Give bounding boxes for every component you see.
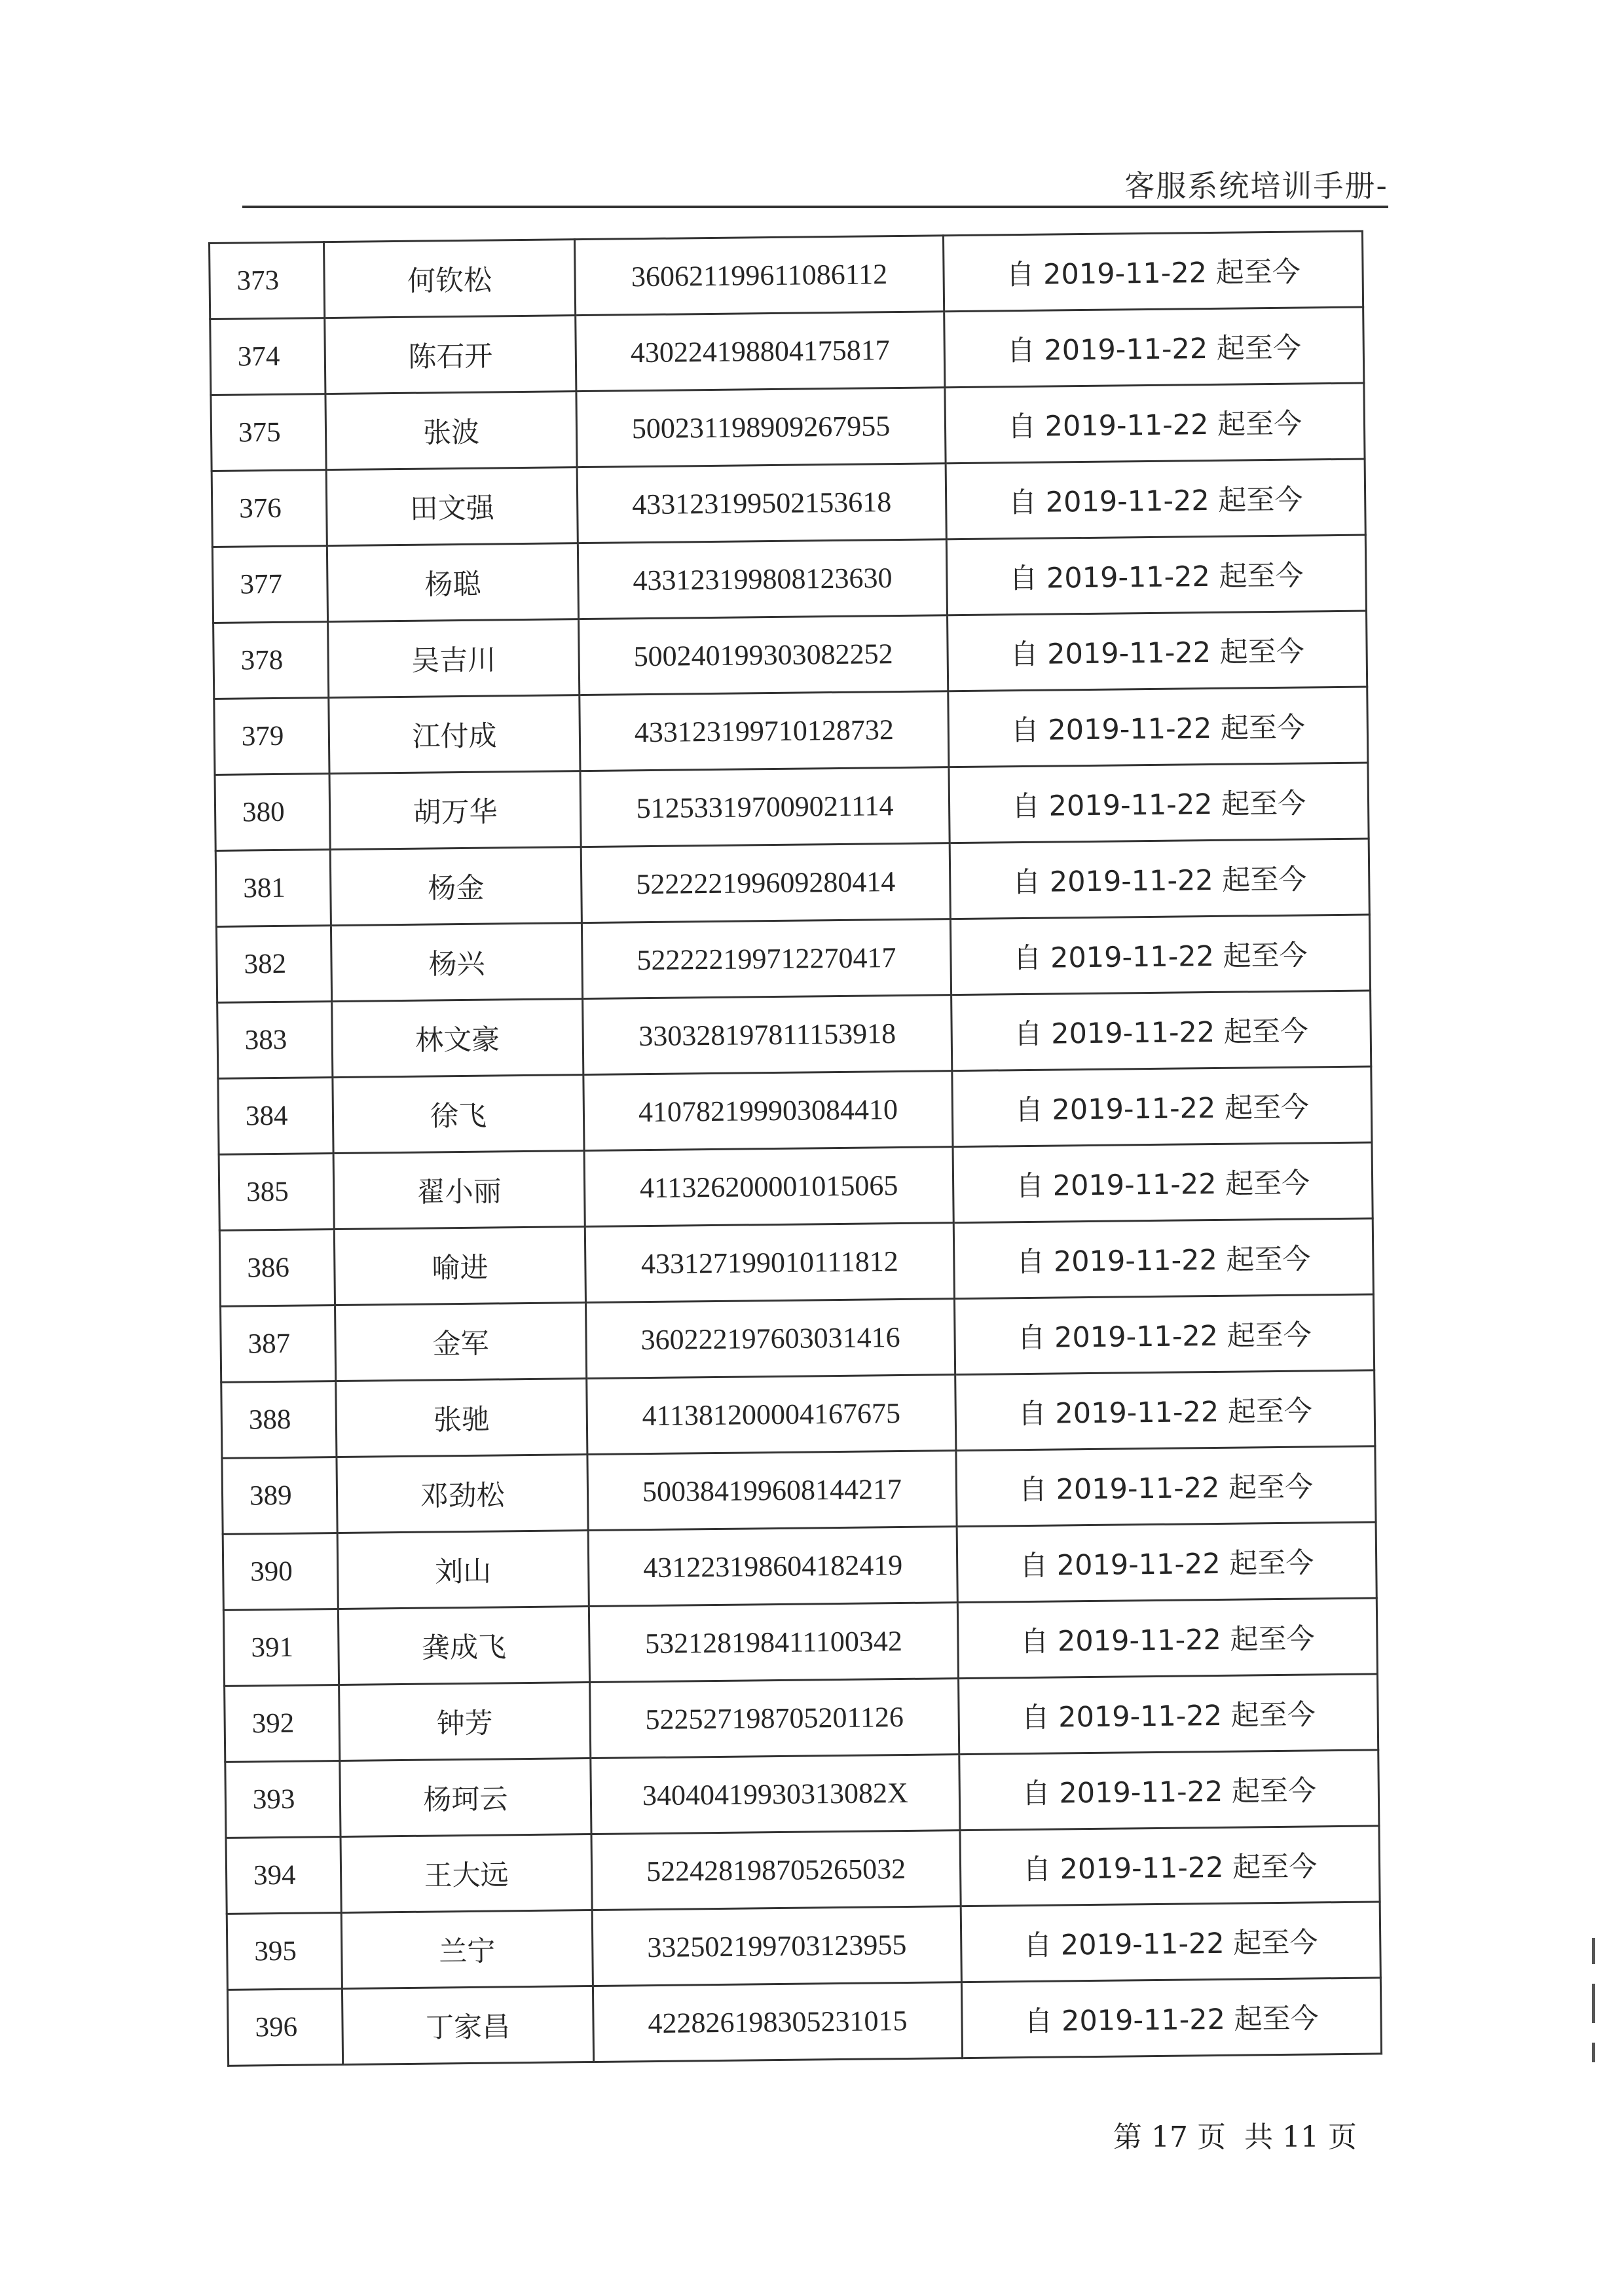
date-range-cell: 自 2019-11-22 起至今 xyxy=(943,231,1363,312)
date-range-cell: 自 2019-11-22 起至今 xyxy=(946,535,1366,615)
row-index-cell: 381 xyxy=(215,850,331,927)
id-number-cell: 422826198305231015 xyxy=(593,1982,962,2062)
id-number-cell: 522527198705201126 xyxy=(590,1679,959,1758)
id-number-cell: 522428198705265032 xyxy=(591,1831,961,1910)
name-cell: 杨金 xyxy=(330,847,581,926)
row-index-cell: 383 xyxy=(217,1002,333,1079)
date-range-cell: 自 2019-11-22 起至今 xyxy=(949,763,1369,843)
id-number-cell: 522222199712270417 xyxy=(581,919,951,999)
table-row xyxy=(212,459,1365,547)
id-number-cell: 360222197603031416 xyxy=(585,1299,955,1379)
table-row xyxy=(218,1066,1372,1154)
name-cell: 江付成 xyxy=(329,695,580,774)
name-cell: 张驰 xyxy=(336,1379,587,1457)
id-number-cell: 512533197009021114 xyxy=(580,767,950,847)
name-cell: 杨兴 xyxy=(331,923,582,1002)
id-number-cell: 34040419930313082X xyxy=(591,1755,960,1834)
date-range-cell: 自 2019-11-22 起至今 xyxy=(944,307,1364,388)
table-row xyxy=(221,1294,1375,1382)
id-number-cell: 532128198411100342 xyxy=(589,1603,958,1683)
id-number-cell: 411326200001015065 xyxy=(584,1147,953,1227)
scan-edge-mark xyxy=(1592,2043,1595,2062)
page-number: 第 17 页 xyxy=(1113,2121,1226,2154)
row-index-cell: 389 xyxy=(222,1457,337,1535)
name-cell: 张波 xyxy=(325,392,577,470)
name-cell: 翟小丽 xyxy=(333,1151,585,1230)
id-number-cell: 360621199611086112 xyxy=(574,236,944,316)
row-index-cell: 378 xyxy=(213,622,329,699)
date-range-cell: 自 2019-11-22 起至今 xyxy=(960,1826,1380,1906)
table-row xyxy=(215,763,1369,850)
date-range-cell: 自 2019-11-22 起至今 xyxy=(954,1294,1374,1375)
row-index-cell: 395 xyxy=(227,1913,342,1990)
name-cell: 徐飞 xyxy=(333,1075,584,1154)
id-number-cell: 430224198804175817 xyxy=(576,312,945,392)
row-index-cell: 384 xyxy=(218,1078,333,1155)
row-index-cell: 386 xyxy=(219,1230,335,1307)
name-cell: 钟芳 xyxy=(339,1683,591,1761)
scan-edge-mark xyxy=(1592,1938,1595,1964)
row-index-cell: 392 xyxy=(225,1685,340,1762)
row-index-cell: 387 xyxy=(221,1305,336,1383)
id-number-cell: 433123199808123630 xyxy=(578,539,947,619)
name-cell: 胡万华 xyxy=(329,771,581,850)
row-index-cell: 373 xyxy=(210,242,325,319)
table-row xyxy=(217,991,1371,1078)
date-range-cell: 自 2019-11-22 起至今 xyxy=(961,1902,1380,1982)
roster-table-container xyxy=(208,230,1375,2067)
table-row xyxy=(227,1902,1380,1990)
roster-table xyxy=(208,230,1382,2067)
name-cell: 陈石开 xyxy=(325,316,576,394)
id-number-cell: 500231198909267955 xyxy=(576,388,946,467)
table-row xyxy=(222,1446,1376,1534)
scan-edge-mark xyxy=(1592,1984,1595,2023)
row-index-cell: 379 xyxy=(214,698,329,775)
row-index-cell: 396 xyxy=(227,1989,342,2066)
row-index-cell: 394 xyxy=(226,1837,341,1914)
date-range-cell: 自 2019-11-22 起至今 xyxy=(948,687,1368,767)
row-index-cell: 374 xyxy=(210,318,325,395)
name-cell: 邓劲松 xyxy=(337,1455,588,1533)
id-number-cell: 433123199502153618 xyxy=(577,464,946,543)
table-row xyxy=(219,1142,1373,1230)
table-row xyxy=(225,1674,1378,1762)
id-number-cell: 433127199010111812 xyxy=(585,1223,954,1303)
date-range-cell: 自 2019-11-22 起至今 xyxy=(957,1598,1377,1679)
date-range-cell: 自 2019-11-22 起至今 xyxy=(945,383,1365,464)
row-index-cell: 388 xyxy=(221,1381,337,1459)
row-index-cell: 382 xyxy=(216,926,331,1003)
id-number-cell: 431223198604182419 xyxy=(588,1527,957,1607)
date-range-cell: 自 2019-11-22 起至今 xyxy=(959,1750,1379,1831)
date-range-cell: 自 2019-11-22 起至今 xyxy=(957,1522,1376,1603)
id-number-cell: 410782199903084410 xyxy=(583,1071,953,1151)
date-range-cell: 自 2019-11-22 起至今 xyxy=(950,839,1369,919)
table-row xyxy=(213,611,1367,699)
id-number-cell: 330328197811153918 xyxy=(583,995,952,1075)
id-number-cell: 500240199303082252 xyxy=(579,615,948,695)
table-row xyxy=(210,307,1364,395)
date-range-cell: 自 2019-11-22 起至今 xyxy=(961,1978,1381,2058)
table-row xyxy=(227,1978,1381,2066)
roster-table-body xyxy=(210,231,1382,2066)
table-row xyxy=(212,535,1366,623)
name-cell: 丁家昌 xyxy=(342,1986,593,2064)
header-divider xyxy=(242,206,1388,208)
name-cell: 田文强 xyxy=(326,467,578,546)
row-index-cell: 391 xyxy=(223,1609,339,1686)
row-index-cell: 377 xyxy=(212,546,327,623)
date-range-cell: 自 2019-11-22 起至今 xyxy=(952,1066,1372,1147)
name-cell: 杨聪 xyxy=(327,543,578,622)
name-cell: 林文豪 xyxy=(332,999,583,1078)
table-row xyxy=(216,915,1370,1002)
document-header-title: 客服系统培训手册- xyxy=(1124,168,1388,204)
table-row xyxy=(223,1598,1377,1686)
table-row xyxy=(211,383,1365,471)
table-row xyxy=(210,231,1363,319)
date-range-cell: 自 2019-11-22 起至今 xyxy=(953,1142,1373,1223)
name-cell: 兰宁 xyxy=(341,1910,593,1989)
name-cell: 喻进 xyxy=(334,1227,585,1305)
row-index-cell: 375 xyxy=(211,394,326,471)
table-row xyxy=(215,839,1369,926)
table-row xyxy=(221,1370,1375,1458)
name-cell: 吴吉川 xyxy=(328,619,580,698)
name-cell: 金军 xyxy=(335,1303,587,1381)
name-cell: 何钦松 xyxy=(324,240,576,318)
page-footer xyxy=(1113,2113,1357,2155)
table-row xyxy=(214,687,1368,774)
date-range-cell: 自 2019-11-22 起至今 xyxy=(953,1218,1373,1299)
row-index-cell: 376 xyxy=(212,470,327,547)
name-cell: 杨珂云 xyxy=(340,1758,591,1837)
id-number-cell: 332502199703123955 xyxy=(592,1906,961,1986)
table-row xyxy=(226,1826,1380,1914)
row-index-cell: 385 xyxy=(219,1154,334,1231)
date-range-cell: 自 2019-11-22 起至今 xyxy=(950,915,1370,995)
date-range-cell: 自 2019-11-22 起至今 xyxy=(956,1446,1376,1527)
date-range-cell: 自 2019-11-22 起至今 xyxy=(946,459,1365,539)
row-index-cell: 380 xyxy=(215,774,330,851)
id-number-cell: 522222199609280414 xyxy=(581,843,950,923)
table-row xyxy=(225,1750,1379,1838)
id-number-cell: 500384199608144217 xyxy=(587,1451,957,1531)
name-cell: 龚成飞 xyxy=(338,1607,589,1685)
name-cell: 王大远 xyxy=(341,1834,592,1913)
table-row xyxy=(219,1218,1373,1306)
page-total: 共 11 页 xyxy=(1244,2121,1357,2154)
row-index-cell: 393 xyxy=(225,1761,341,1838)
table-row xyxy=(223,1522,1376,1610)
date-range-cell: 自 2019-11-22 起至今 xyxy=(951,991,1371,1071)
id-number-cell: 411381200004167675 xyxy=(587,1375,956,1455)
name-cell: 刘山 xyxy=(337,1531,589,1609)
id-number-cell: 433123199710128732 xyxy=(580,691,949,771)
date-range-cell: 自 2019-11-22 起至今 xyxy=(955,1370,1375,1451)
row-index-cell: 390 xyxy=(223,1533,338,1611)
date-range-cell: 自 2019-11-22 起至今 xyxy=(948,611,1367,691)
date-range-cell: 自 2019-11-22 起至今 xyxy=(959,1674,1378,1755)
